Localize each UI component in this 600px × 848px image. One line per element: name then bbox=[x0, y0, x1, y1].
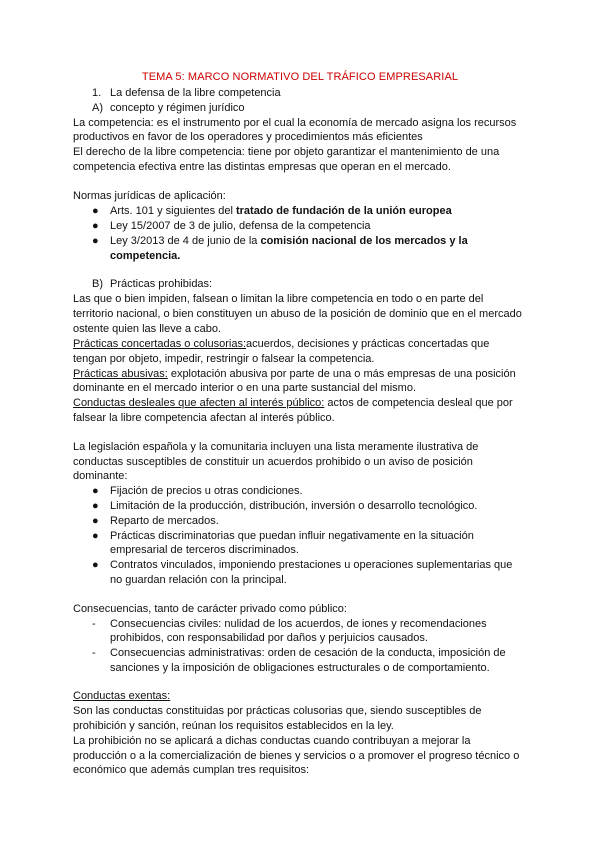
section-b-letter: B) bbox=[92, 278, 103, 290]
bullet-icon: ● bbox=[92, 559, 99, 571]
desleales-label: Conductas desleales que afecten al interés público: bbox=[73, 397, 325, 409]
paragraph-line: dominante: bbox=[73, 470, 128, 482]
paragraph-line: El derecho de la libre competencia: tiene por objeto garantizar el mantenimiento de una bbox=[73, 146, 500, 158]
paragraph-line: conductas susceptibles de constituir un acuerdos prohibido o un aviso de posición bbox=[73, 456, 473, 468]
paragraph-line: La legislación española y la comunitaria incluyen una lista meramente ilustrativa de bbox=[73, 441, 479, 453]
paragraph-line: producción o a la comercialización de bienes y servicios o a promover el progreso técnico o bbox=[73, 750, 520, 762]
paragraph-line: económico que además cumplan tres requisitos: bbox=[73, 764, 310, 776]
section-1-heading: La defensa de la libre competencia bbox=[110, 87, 281, 99]
document-title: TEMA 5: MARCO NORMATIVO DEL TRÁFICO EMPRESARIAL bbox=[141, 71, 459, 83]
list-item-continued: empresarial de terceros discriminados. bbox=[110, 544, 299, 556]
colusorias-definition: Prácticas concertadas o colusorias:acuerdos, decisiones y prácticas concertadas que bbox=[73, 338, 490, 350]
paragraph-line: productivos en favor de los operadores y procedimientos más eficientes bbox=[73, 131, 423, 143]
paragraph-line: competencia efectiva entre las distintas empresas que operan en el mercado. bbox=[73, 161, 451, 173]
bullet-icon: ● bbox=[92, 515, 99, 527]
list-item: Consecuencias administrativas: orden de cesación de la conducta, imposición de bbox=[110, 647, 506, 659]
list-item: Ley 3/2013 de 4 de junio de la comisión nacional de los mercados y la bbox=[110, 235, 468, 247]
paragraph-line: territorio nacional, o bien constituyen un abuso de la posición de dominio que en el mercado bbox=[73, 308, 522, 320]
list-item: Contratos vinculados, imponiendo prestaciones u operaciones suplementarias que bbox=[110, 559, 513, 571]
paragraph-line: tengan por objeto, impedir, restringir o falsear la competencia. bbox=[73, 353, 375, 365]
consecuencias-heading: Consecuencias, tanto de carácter privado como público: bbox=[73, 603, 347, 615]
list-item: Arts. 101 y siguientes del tratado de fundación de la unión europea bbox=[110, 205, 452, 217]
bullet-icon: ● bbox=[92, 500, 99, 512]
desleales-definition: Conductas desleales que afecten al interés público: actos de competencia desleal que por bbox=[73, 397, 513, 409]
list-item: Fijación de precios u otras condiciones. bbox=[110, 485, 303, 497]
list-item-continued: prohibidos, con responsabilidad por daños y perjuicios causados. bbox=[110, 632, 428, 644]
section-a-letter: A) bbox=[92, 102, 103, 114]
dash-icon: - bbox=[92, 647, 96, 659]
paragraph-line: La prohibición no se aplicará a dichas conductas cuando contribuyan a mejorar la bbox=[73, 735, 471, 747]
list-item: Consecuencias civiles: nulidad de los acuerdos, de iones y recomendaciones bbox=[110, 618, 487, 630]
paragraph-line: Las que o bien impiden, falsean o limitan la libre competencia en todo o en parte del bbox=[73, 293, 484, 305]
list-item: Ley 15/2007 de 3 de julio, defensa de la competencia bbox=[110, 220, 371, 232]
exentas-heading: Conductas exentas: bbox=[73, 690, 171, 702]
paragraph-line: Son las conductas constituidas por prácticas colusorias que, siendo susceptibles de bbox=[73, 705, 482, 717]
list-item-continued: no guardan relación con la principal. bbox=[110, 574, 287, 586]
paragraph-line: dominante en el mercado interior o en una parte sustancial del mismo. bbox=[73, 382, 417, 394]
paragraph-line: prohibición y sanción, reúnan los requisitos establecidos en la ley. bbox=[73, 720, 394, 732]
list-item-continued: competencia. bbox=[110, 250, 181, 262]
bullet-icon: ● bbox=[92, 205, 99, 217]
list-item-continued: sanciones y la imposición de obligaciones estructurales o de comportamiento. bbox=[110, 662, 490, 674]
bullet-icon: ● bbox=[92, 235, 99, 247]
bullet-icon: ● bbox=[92, 530, 99, 542]
colusorias-label: Prácticas concertadas o colusorias: bbox=[73, 338, 247, 350]
section-a-heading: concepto y régimen jurídico bbox=[110, 102, 245, 114]
list-item: Limitación de la producción, distribución, inversión o desarrollo tecnológico. bbox=[110, 500, 478, 512]
section-1-number: 1. bbox=[92, 87, 102, 99]
bullet-icon: ● bbox=[92, 485, 99, 497]
paragraph-line: ostente quien las lleve a cabo. bbox=[73, 323, 221, 335]
bullet-icon: ● bbox=[92, 220, 99, 232]
paragraph-line: falsear la libre competencia afectan al interés público. bbox=[73, 412, 335, 424]
abusivas-definition: Prácticas abusivas: explotación abusiva por parte de una o más empresas de una posición bbox=[73, 368, 516, 380]
section-b-heading: Prácticas prohibidas: bbox=[110, 278, 213, 290]
normas-heading: Normas jurídicas de aplicación: bbox=[73, 190, 226, 202]
dash-icon: - bbox=[92, 618, 96, 630]
paragraph-line: La competencia: es el instrumento por el cual la economía de mercado asigna los recursos bbox=[73, 117, 517, 129]
abusivas-label: Prácticas abusivas: bbox=[73, 368, 168, 380]
list-item: Reparto de mercados. bbox=[110, 515, 219, 527]
list-item: Prácticas discriminatorias que puedan influir negativamente en la situación bbox=[110, 530, 474, 542]
